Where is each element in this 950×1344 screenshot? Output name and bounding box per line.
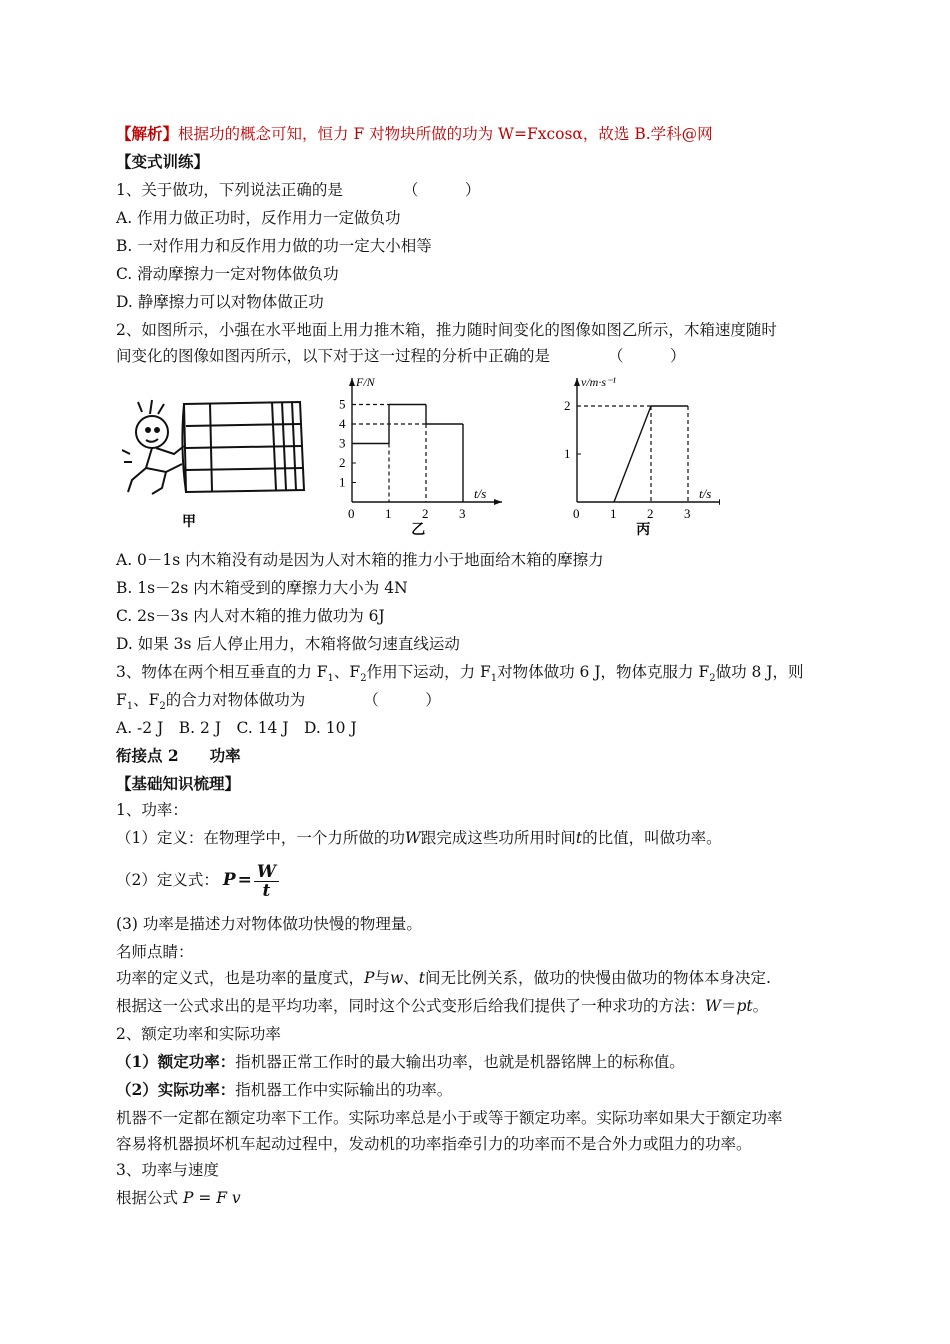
fraction-numerator: W [254, 863, 279, 882]
tip-heading: 名师点睛： [116, 943, 194, 961]
q3-sub: 1 [126, 701, 134, 713]
actual-power-desc: 指机器工作中实际输出的功率。 [235, 1081, 453, 1099]
tip2-eq: ＝ [720, 997, 737, 1015]
tip2-a: 根据这一公式求出的是平均功率，同时这个公式变形后给我们提供了一种求功的方法： [116, 997, 706, 1015]
actual-power-term: （2）实际功率： [116, 1080, 236, 1099]
q1-option-c: C. 滑动摩擦力一定对物体做负功 [116, 265, 339, 283]
q3-stem-2 [116, 690, 441, 717]
q3-text-8: 的合力对物体做功为 [165, 691, 306, 709]
tip-line-1 [116, 968, 771, 988]
x-tick-label: 3 [459, 506, 466, 521]
var-t: t [575, 829, 583, 847]
y-axis-label: v/m·s⁻¹ [581, 375, 616, 389]
x-axis-arrow [494, 499, 502, 505]
q3-options: A. -2 J B. 2 J C. 14 J D. 10 J [116, 719, 357, 737]
var-w: W [404, 829, 421, 847]
x-tick-label: 0 [573, 506, 580, 521]
tip1-a: 功率的定义式，也是功率的量度式， [116, 969, 365, 987]
q2-answer-paren: （ ） [608, 347, 686, 365]
basic-knowledge-heading: 【基础知识梳理】 [116, 774, 241, 793]
tip1-c: 、 [403, 969, 419, 987]
analysis-text: 根据功的概念可知，恒力 F 对物块所做的功为 W=Fxcosα，故选 B.学科@网 [178, 125, 713, 143]
series-segment [614, 406, 651, 502]
analysis-tag: 【解析】 [116, 124, 179, 143]
machine-line-2: 容易将机器损坏机车起动过程中，发动机的功率指牵引力的功率而不是合外力或阻力的功率。 [116, 1135, 752, 1153]
q3-text-5: 做功 8 J，则 [715, 663, 804, 681]
x-tick-label: 3 [684, 506, 691, 521]
q1-stem-text: 1、关于做功，下列说法正确的是 [116, 181, 343, 199]
def1-text-b: 跟完成这些功所用时间 [420, 829, 576, 847]
figure-bing-velocity-time-chart [555, 370, 720, 540]
q2-stem-text: 间变化的图像如图丙所示，以下对于这一过程的分析中正确的是 [116, 347, 551, 365]
rated-actual-heading: 2、额定功率和实际功率 [116, 1025, 281, 1043]
x-axis-label: t/s [474, 486, 487, 501]
actual-power-line [116, 1080, 452, 1100]
definition-1 [116, 828, 722, 848]
tip-line-2 [116, 996, 768, 1016]
q3-text-4: 对物体做功 6 J，物体克服力 F [497, 663, 710, 681]
q2-option-b: B. 1s－2s 内木箱受到的摩擦力大小为 4N [116, 579, 408, 597]
q3-stem-1 [116, 662, 804, 689]
fraction-denominator: t [262, 880, 271, 901]
formula-fraction [254, 863, 279, 900]
y-tick-label: 2 [564, 398, 571, 413]
q2-stem-2 [116, 346, 686, 366]
y-tick-label: 2 [339, 455, 346, 470]
formula-p-var: P [182, 1189, 194, 1207]
definition-2-formula [116, 858, 279, 902]
q3-sub: 1 [327, 673, 334, 685]
y-axis-arrow [349, 378, 355, 386]
q3-sub: 2 [709, 673, 716, 685]
formula-pfv [116, 1188, 241, 1208]
chart-title-label: 丙 [636, 523, 651, 538]
q3-text-2: 、F [333, 663, 361, 681]
analysis-line [116, 124, 713, 144]
power-velocity-heading: 3、功率与速度 [116, 1161, 219, 1179]
x-tick-label: 2 [647, 506, 654, 521]
chart-title-label: 乙 [411, 523, 426, 538]
q3-text-6: F [116, 691, 127, 709]
q1-stem [116, 180, 480, 200]
section-title: 衔接点 2 功率 [116, 746, 241, 765]
q1-option-a: A. 作用力做正功时，反作用力一定做负功 [116, 209, 401, 227]
q3-text-7: 、F [133, 691, 160, 709]
q3-text-1: 3、物体在两个相互垂直的力 F [116, 663, 328, 681]
x-tick-label: 2 [422, 506, 429, 521]
def2-text: （2）定义式： [116, 871, 219, 889]
power-heading: 1、功率： [116, 801, 188, 819]
figure-jia-label: 甲 [182, 515, 196, 530]
y-axis-arrow [574, 378, 580, 386]
q3-sub: 2 [360, 673, 367, 685]
y-tick-label: 1 [564, 446, 571, 461]
formula-fv: F v [216, 1189, 241, 1207]
y-tick-label: 1 [339, 474, 346, 490]
q3-sub: 1 [490, 673, 498, 685]
machine-line-1: 机器不一定都在额定功率下工作。实际功率总是小于或等于额定功率。实际功率如果大于额定功率 [116, 1109, 783, 1127]
figure-yi-force-time-chart [330, 370, 505, 540]
y-tick-label: 3 [339, 435, 346, 451]
q3-sub: 2 [159, 701, 166, 713]
q1-answer-paren: （ ） [402, 181, 481, 199]
tip1-b: 与 [374, 969, 390, 987]
x-tick-label: 1 [385, 506, 392, 521]
q1-option-b: B. 一对作用力和反作用力做的功一定大小相等 [116, 237, 432, 255]
tip2-pt: pt [736, 997, 753, 1015]
q2-stem-1: 2、如图所示，小强在水平地面上用力推木箱，推力随时间变化的图像如图乙所示，木箱速度随时 [116, 321, 777, 339]
tip2-end: 。 [752, 997, 769, 1015]
def1-text-c: 的比值，叫做功率。 [582, 829, 722, 847]
q2-option-a: A. 0－1s 内木箱没有动是因为人对木箱的推力小于地面给木箱的摩擦力 [116, 551, 604, 569]
q2-option-d: D. 如果 3s 后人停止用力，木箱将做匀速直线运动 [116, 635, 460, 653]
y-tick-label: 4 [339, 416, 346, 431]
y-axis-label: F/N [356, 375, 375, 389]
formula-p: P [222, 870, 236, 890]
q3-text-3: 作用下运动，力 F [366, 663, 491, 681]
tip1-d: 间无比例关系，做功的快慢由做功的物体本身决定. [425, 969, 771, 987]
formula-intro: 根据公式 [116, 1189, 179, 1207]
tip2-w: W [705, 997, 721, 1015]
x-tick-label: 0 [348, 506, 355, 521]
figure-jia-person-pushing-box [122, 384, 312, 534]
rated-power-line [116, 1052, 685, 1072]
tip1-w: w [389, 969, 404, 987]
definition-3: (3) 功率是描述力对物体做功快慢的物理量。 [116, 915, 422, 933]
formula-equals: = [193, 1189, 217, 1207]
def1-text-a: （1）定义：在物理学中，一个力所做的功 [116, 829, 405, 847]
q1-option-d: D. 静摩擦力可以对物体做正功 [116, 293, 324, 311]
x-axis-label: t/s [699, 486, 712, 501]
tip1-p: P [364, 969, 375, 987]
rated-power-desc: 指机器正常工作时的最大输出功率，也就是机器铭牌上的标称值。 [235, 1053, 685, 1071]
rated-power-term: （1）额定功率： [116, 1052, 236, 1071]
tip1-t: t [418, 969, 425, 987]
variant-heading: 【变式训练】 [116, 152, 210, 171]
q3-answer-paren: （ ） [363, 691, 441, 709]
q2-option-c: C. 2s－3s 内人对木箱的推力做功为 6J [116, 607, 385, 625]
y-tick-label: 5 [339, 396, 346, 412]
x-axis-arrow [719, 499, 720, 505]
formula-eq: = [237, 870, 252, 890]
x-tick-label: 1 [610, 506, 617, 521]
